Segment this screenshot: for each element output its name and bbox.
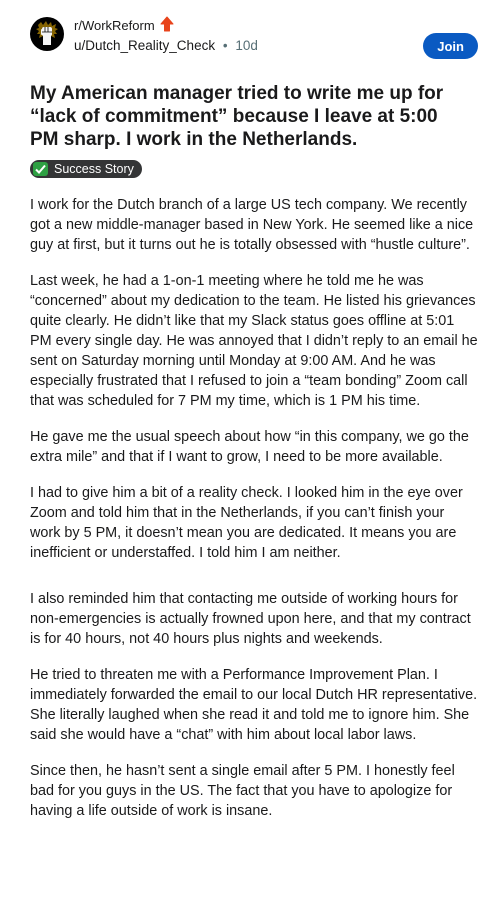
checkmark-icon <box>33 162 48 176</box>
post-age: 10d <box>235 38 258 53</box>
upvote-arrow-icon <box>160 16 174 35</box>
body-paragraph: I also reminded him that contacting me outside of working hours for non-emergencies is actually frowned upon here, and that my contract is for 40 hours, not 40 hours plus nights and weekends. <box>30 591 471 647</box>
flair-label: Success Story <box>54 162 134 176</box>
post-title: My American manager tried to write me up for “lack of commitment” because I leave at 5:00 PM sharp. I work in the Netherlands. <box>30 83 444 150</box>
subreddit-row <box>74 16 258 35</box>
body-paragraph: He gave me the usual speech about how “in this company, we go the extra mile” and that if I want to grow, I need to be more available. <box>30 429 469 465</box>
subreddit-name[interactable]: r/WorkReform <box>74 18 155 33</box>
body-paragraph: Last week, he had a 1-on-1 meeting where he told me he was “concerned” about my dedication to the team. He listed his grievances quite clearly. He didn’t like that my Slack status goes offline at 5:01 PM every single day. He was annoyed that I didn’t reply to an email he sent on Saturday morning until Monday at 9:00 AM. And he was especially frustrated that I refused to join a “team bonding” Zoom call that was scheduled for 7 PM my time, which is 1 PM his time. <box>30 273 478 409</box>
post-flair[interactable] <box>30 160 142 178</box>
body-paragraph: I work for the Dutch branch of a large US tech company. We recently got a new middle-manager based in New York. He seemed like a nice guy at first, but it turns out he is totally obsessed with “hustle culture”. <box>30 197 474 253</box>
body-paragraph: Since then, he hasn’t sent a single email after 5 PM. I honestly feel bad for you guys in the US. The fact that you have to apologize for having a life outside of work is insane. <box>30 763 455 819</box>
author-row <box>74 38 258 53</box>
post-header <box>30 14 478 68</box>
join-button[interactable]: Join <box>423 33 478 59</box>
raised-fist-icon <box>30 17 64 51</box>
subreddit-avatar[interactable] <box>30 17 64 51</box>
author-username[interactable]: u/Dutch_Reality_Check <box>74 38 216 53</box>
body-paragraph: I had to give him a bit of a reality check. I looked him in the eye over Zoom and told him that in the Netherlands, if you can’t finish your work by 5 PM, it doesn’t mean you are dedicated. It means you are inefficient or understaffed. I told him I am neither. <box>30 485 463 561</box>
post-body <box>30 195 478 821</box>
post-meta <box>74 14 258 53</box>
meta-separator: • <box>222 38 228 53</box>
body-paragraph: He tried to threaten me with a Performance Improvement Plan. I immediately forwarded the email to our local Dutch HR representative. She literally laughed when she read it and told me to ignore him. She said she would have a “chat” with him about local labor laws. <box>30 667 478 743</box>
